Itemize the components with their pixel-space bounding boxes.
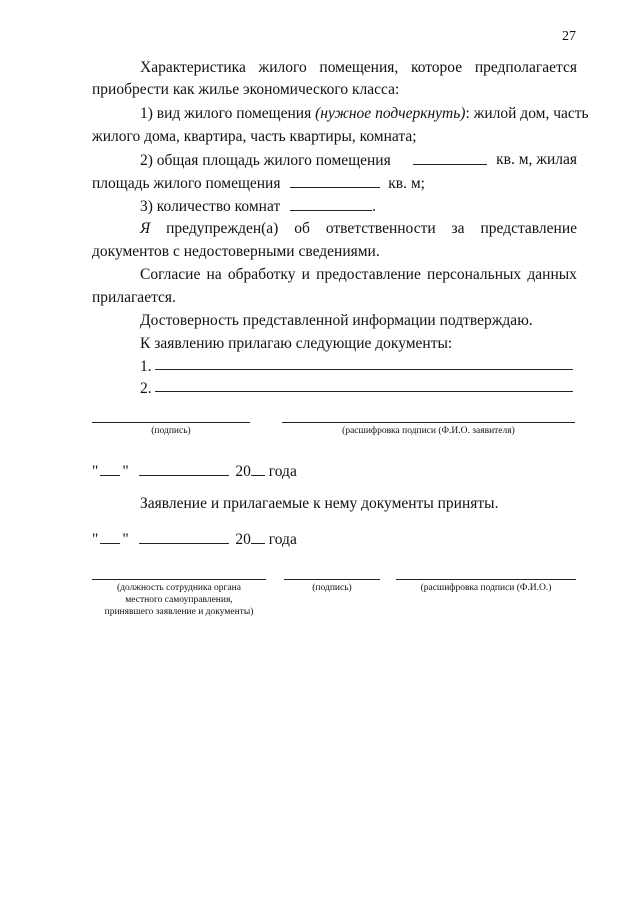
item1-text-a: 1) вид жилого помещения (нужное подчеркнуть): жилой дом, часть [140,105,589,122]
year-prefix: 20 [235,531,251,548]
item1-italic-note: (нужное подчеркнуть) [315,105,466,122]
consent-line-2: прилагается. [92,289,176,306]
date-quote-open: " [92,463,99,480]
year-blank[interactable] [251,461,265,476]
officer-name-line[interactable] [396,579,576,580]
year-suffix: года [268,531,297,548]
applicant-name-caption: (расшифровка подписи (Ф.И.О. заявителя) [342,426,515,436]
officer-position-line[interactable] [92,579,266,580]
warning-word: ответственности [325,220,436,237]
item1-line-1 [140,104,589,124]
consent-word: Согласие [140,266,201,283]
warning-line-1 [140,219,577,239]
acceptance-date [92,529,297,550]
item3-line [140,196,376,217]
date-quote-close: " [122,531,129,548]
living-area-blank[interactable] [290,173,380,188]
applicant-name-line[interactable] [282,422,575,423]
day-blank[interactable] [100,529,120,544]
intro-word: помещения, [319,59,399,76]
attachment-item-1 [140,357,152,377]
date-quote-open: " [92,531,99,548]
attachments-heading: К заявлению прилагаю следующие документы: [140,335,453,352]
intro-word: Характеристика [140,59,246,76]
intro-word: которое [410,59,463,76]
year-prefix: 20 [235,463,251,480]
item1-line-2: жилого дома, квартира, часть квартиры, комната; [92,128,417,145]
warning-word: Я [140,220,151,237]
attachment-number: 1. [140,358,152,375]
rooms-count-blank[interactable] [290,196,372,211]
item2-label-b: кв. м, жилая [496,151,577,168]
intro-line-2: приобрести как жилье экономического класса: [92,81,400,98]
year-suffix: года [268,463,297,480]
intro-word: предполагается [474,59,577,76]
officer-name-caption: (расшифровка подписи (Ф.И.О.) [420,583,552,593]
total-area-blank[interactable] [413,150,487,165]
accepted-statement: Заявление и прилагаемые к нему документы приняты. [140,495,499,512]
attachment-line-2[interactable] [155,391,573,392]
month-blank[interactable] [139,529,229,544]
warning-word: об [294,220,310,237]
item3-end: . [372,198,376,215]
officer-position-caption-line: (должность сотрудника органа [117,583,241,593]
consent-line-1 [140,265,577,285]
attachment-number: 2. [140,380,152,397]
item2-line-1 [140,150,577,171]
confirm-statement: Достоверность представленной информации подтверждаю. [140,312,533,329]
attachment-item-2 [140,379,152,399]
intro-line-1 [140,58,577,78]
year-blank[interactable] [251,529,265,544]
item2-label-a: 2) общая площадь жилого помещения [140,152,391,169]
consent-word: и [301,266,310,283]
officer-position-caption-line: местного самоуправления, [125,595,233,605]
warning-word: за [451,220,465,237]
month-blank[interactable] [139,461,229,476]
day-blank[interactable] [100,461,120,476]
officer-signature-caption: (подпись) [312,583,352,593]
item2-line-2 [92,173,425,194]
item2-label-c: площадь жилого помещения [92,175,281,192]
attachment-line-1[interactable] [155,369,573,370]
consent-word: на [206,266,222,283]
item3-label: 3) количество комнат [140,198,281,215]
officer-position-caption [82,582,276,618]
warning-word: предупрежден(а) [166,220,279,237]
intro-word: жилого [258,59,307,76]
applicant-signature-line[interactable] [92,422,250,423]
consent-word: обработку [227,266,296,283]
page-number: 27 [562,29,576,44]
consent-word: данных [527,266,577,283]
consent-word: предоставление [316,266,421,283]
consent-word: персональных [427,266,522,283]
officer-position-caption-line: принявшего заявление и документы) [104,607,254,617]
officer-signature-line[interactable] [284,579,380,580]
item2-label-d: кв. м; [388,175,425,192]
warning-line-2: документов с недостоверными сведениями. [92,243,380,260]
warning-word: представление [480,220,577,237]
applicant-signature-caption: (подпись) [151,426,191,436]
date-quote-close: " [122,463,129,480]
application-date [92,461,297,482]
